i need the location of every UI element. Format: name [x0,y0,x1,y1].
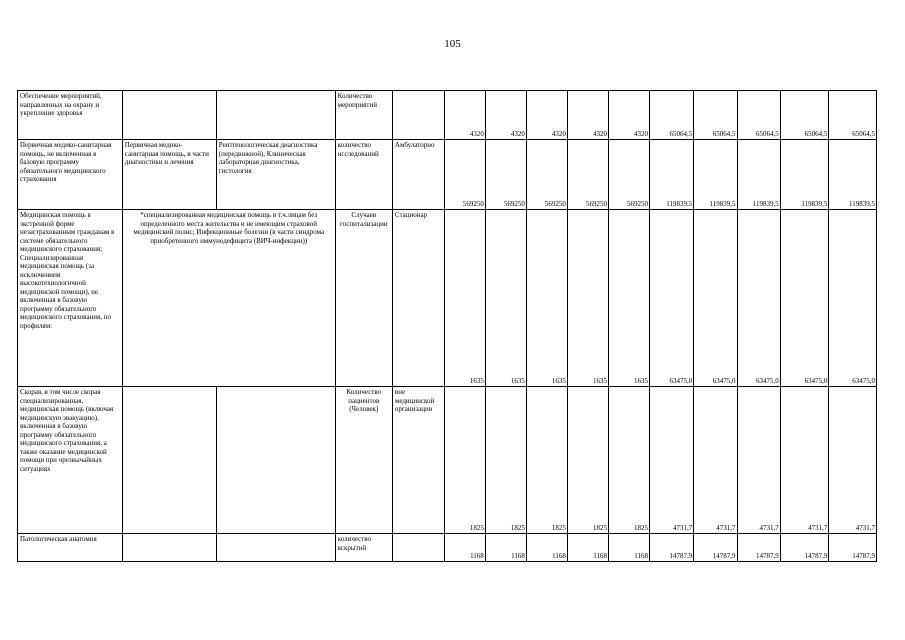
value-cell: 4731,7 [650,387,694,534]
condition-cell: Стационар [392,210,444,387]
services-table [17,90,877,562]
care-type-cell [122,387,216,534]
condition-cell: вне медицинской организации [392,387,444,534]
value-cell: 63475,0 [650,210,694,387]
value-cell: 4320 [485,91,526,140]
condition-cell: Амбулаторно [392,140,444,210]
value-cell: 14787,9 [694,534,737,562]
value-cell: 14787,9 [650,534,694,562]
unit-cell: количество исследований [335,140,392,210]
value-cell: 14787,9 [737,534,780,562]
page-number: 105 [444,38,461,50]
profile-cell: Рентгенологическая диагностика (передвижной), Клиническая лабораторная диагностика, гистология [216,140,335,210]
table-row [18,387,877,534]
condition-cell [392,534,444,562]
table-row [18,140,877,210]
profile-cell [216,534,335,562]
value-cell: 569250 [567,140,608,210]
value-cell: 569250 [608,140,649,210]
value-cell: 119839,5 [780,140,829,210]
value-cell: 63475,0 [829,210,877,387]
service-name-cell: Патологическая анатомия [18,534,123,562]
value-cell: 1825 [444,387,485,534]
value-cell: 4731,7 [829,387,877,534]
value-cell: 569250 [526,140,567,210]
value-cell: 4320 [444,91,485,140]
value-cell: 119839,5 [737,140,780,210]
value-cell: 119839,5 [694,140,737,210]
unit-cell: Случаев госпитализации [335,210,392,387]
profile-cell [216,387,335,534]
table-row [18,91,877,140]
value-cell: 63475,0 [694,210,737,387]
care-type-cell [122,91,216,140]
value-cell: 65064,5 [694,91,737,140]
profile-cell [216,91,335,140]
value-cell: 1825 [485,387,526,534]
value-cell: 1168 [608,534,649,562]
value-cell: 1635 [485,210,526,387]
service-name-cell: Обеспечение мероприятий, направленных на охрану и укрепление здоровья [18,91,123,140]
value-cell: 1635 [526,210,567,387]
unit-cell: Количество мероприятий [335,91,392,140]
value-cell: 4731,7 [737,387,780,534]
unit-cell: Количество пациентов (Человек) [335,387,392,534]
value-cell: 65064,5 [780,91,829,140]
service-name-cell: Скорая, в том числе скорая специализированная, медицинская помощь (включая медицинскую эвакуацию), включенная в базовую программу обязательного медицинского страхования, а также оказание медицинской помощи при чрезвычайных ситуациях [18,387,123,534]
value-cell: 569250 [485,140,526,210]
value-cell: 1168 [567,534,608,562]
unit-cell: количество вскрытий [335,534,392,562]
value-cell: 119839,5 [650,140,694,210]
value-cell: 14787,9 [780,534,829,562]
value-cell: 4320 [608,91,649,140]
value-cell: 4320 [567,91,608,140]
value-cell: 4731,7 [780,387,829,534]
service-name-cell: Медицинская помощь в экстренной форме незастрахованным гражданам в системе обязательного медицинского страхования; Специализированная медицинская помощь (за исключением высокотехнологичной медицинской помощи), не включенная в базовую программу обязательного медицинского страхования, по профилям: [18,210,123,387]
value-cell: 119839,5 [829,140,877,210]
value-cell: 569250 [444,140,485,210]
value-cell: 4731,7 [694,387,737,534]
value-cell: 1168 [485,534,526,562]
value-cell: 65064,5 [829,91,877,140]
value-cell: 4320 [526,91,567,140]
value-cell: 14787,9 [829,534,877,562]
value-cell: 1168 [526,534,567,562]
value-cell: 1635 [608,210,649,387]
table-row [18,534,877,562]
care-type-cell: Первичная медико-санитарная помощь, в части диагностики и лечения [122,140,216,210]
service-name-cell: Первичная медико-санитарная помощь, не включенная в базовую программу обязательного медицинского страхования [18,140,123,210]
value-cell: 65064,5 [650,91,694,140]
value-cell: 1825 [567,387,608,534]
value-cell: 63475,0 [737,210,780,387]
profile-cell: *специализированная медицинская помощь в т.ч.лицам без определенного места жительства и не имеющим страховой медицинский полис; Инфекционные болезни (в части синдрома приобретенного иммунодефицита (ВИЧ-инфекции)) [122,210,335,387]
value-cell: 1825 [608,387,649,534]
value-cell: 1635 [444,210,485,387]
value-cell: 63475,0 [780,210,829,387]
value-cell: 1635 [567,210,608,387]
condition-cell [392,91,444,140]
care-type-cell [122,534,216,562]
table-row [18,210,877,387]
value-cell: 65064,5 [737,91,780,140]
value-cell: 1825 [526,387,567,534]
value-cell: 1168 [444,534,485,562]
